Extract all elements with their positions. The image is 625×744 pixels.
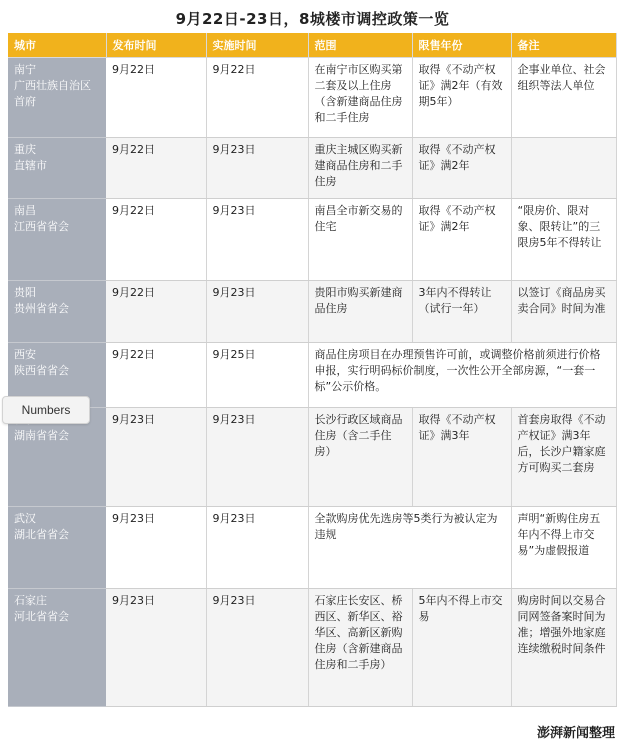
city-cell: 南宁 广西壮族自治区 首府: [8, 58, 106, 138]
header-scope: 范围: [308, 33, 412, 58]
note-cell: [511, 138, 616, 199]
effective-date-cell: 9月23日: [206, 408, 308, 507]
city-cell: 武汉 湖北省省会: [8, 507, 106, 589]
table-row: [8, 58, 616, 138]
page-title: 9月22日-23日，8城楼市调控政策一览: [175, 10, 450, 28]
table-row: [8, 589, 616, 707]
scope-cell: 重庆主城区购买新建商品住房和二手住房: [308, 138, 412, 199]
scope-cell: 石家庄长安区、桥西区、新华区、裕华区、高新区新购住房（含新建商品住房和二手房）: [308, 589, 412, 707]
table-row: [8, 408, 616, 507]
table-row: [8, 199, 616, 281]
table-row: [8, 138, 616, 199]
publish-date-cell: 9月23日: [106, 589, 206, 707]
city-cell: 南昌 江西省省会: [8, 199, 106, 281]
table-header-row: [8, 33, 616, 58]
effective-date-cell: 9月23日: [206, 281, 308, 343]
city-cell: 湖南省省会: [8, 408, 106, 507]
publish-date-cell: 9月22日: [106, 281, 206, 343]
effective-date-cell: 9月25日: [206, 343, 308, 408]
header-city: 城市: [8, 33, 106, 58]
scope-cell: 南昌全市新交易的住宅: [308, 199, 412, 281]
publish-date-cell: 9月22日: [106, 343, 206, 408]
scope-cell: 贵阳市购买新建商品住房: [308, 281, 412, 343]
scope-cell: 商品住房项目在办理预售许可前，或调整价格前须进行价格申报，实行明码标价制度，一次性公开全部房源，“一套一标”公示价格。: [308, 343, 616, 408]
sale-limit-cell: 取得《不动产权证》满3年: [412, 408, 511, 507]
city-cell: 重庆 直辖市: [8, 138, 106, 199]
sale-limit-cell: 取得《不动产权证》满2年（有效期5年）: [412, 58, 511, 138]
effective-date-cell: 9月23日: [206, 589, 308, 707]
sale-limit-cell: 3年内不得转让（试行一年）: [412, 281, 511, 343]
effective-date-cell: 9月23日: [206, 507, 308, 589]
note-cell: 声明“新购住房五年内不得上市交易”为虚假报道: [511, 507, 616, 589]
note-cell: 以签订《商品房买卖合同》时间为准: [511, 281, 616, 343]
header-sale-limit: 限售年份: [412, 33, 511, 58]
numbers-app-badge[interactable]: Numbers: [2, 396, 90, 424]
publish-date-cell: 9月22日: [106, 58, 206, 138]
table-row: [8, 281, 616, 343]
city-cell: 石家庄 河北省省会: [8, 589, 106, 707]
note-cell: 首套房取得《不动产权证》满3年后，长沙户籍家庭方可购买二套房: [511, 408, 616, 507]
header-note: 备注: [511, 33, 616, 58]
note-cell: 企事业单位、社会组织等法人单位: [511, 58, 616, 138]
city-cell: 西安 陕西省省会: [8, 343, 106, 408]
scope-cell: 长沙行政区域商品住房（含二手住房）: [308, 408, 412, 507]
scope-cell: 在南宁市区购买第二套及以上住房（含新建商品住房和二手住房: [308, 58, 412, 138]
scope-cell: 全款购房优先选房等5类行为被认定为违规: [308, 507, 511, 589]
table-row: [8, 343, 616, 408]
note-cell: “限房价、限对象、限转让”的三限房5年不得转让: [511, 199, 616, 281]
source-credit: 澎湃新闻整理: [536, 726, 615, 741]
header-effective-date: 实施时间: [206, 33, 308, 58]
publish-date-cell: 9月23日: [106, 507, 206, 589]
effective-date-cell: 9月23日: [206, 138, 308, 199]
header-publish-date: 发布时间: [106, 33, 206, 58]
sale-limit-cell: 取得《不动产权证》满2年: [412, 199, 511, 281]
note-cell: 购房时间以交易合同网签备案时间为准；增强外地家庭连续缴税时间条件: [511, 589, 616, 707]
publish-date-cell: 9月22日: [106, 138, 206, 199]
city-cell: 贵阳 贵州省省会: [8, 281, 106, 343]
effective-date-cell: 9月23日: [206, 199, 308, 281]
publish-date-cell: 9月22日: [106, 199, 206, 281]
effective-date-cell: 9月22日: [206, 58, 308, 138]
sale-limit-cell: 取得《不动产权证》满2年: [412, 138, 511, 199]
sale-limit-cell: 5年内不得上市交易: [412, 589, 511, 707]
publish-date-cell: 9月23日: [106, 408, 206, 507]
table-row: [8, 507, 616, 589]
policy-table: [8, 33, 617, 707]
